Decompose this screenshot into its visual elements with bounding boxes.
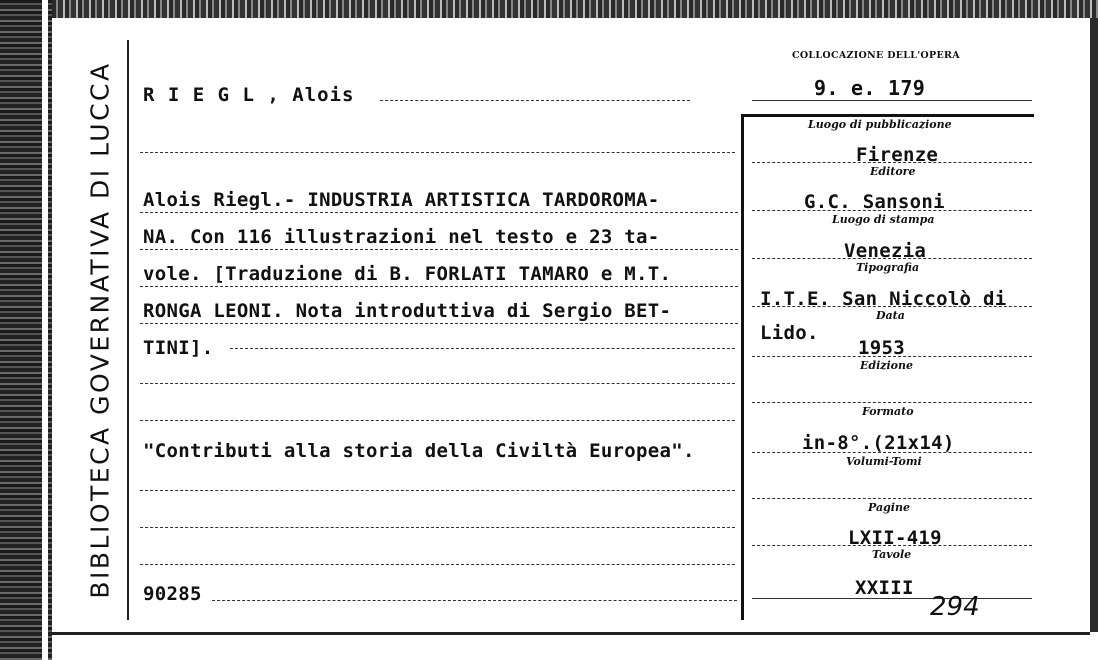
blank-rule-2 bbox=[140, 383, 735, 384]
library-stamp: BIBLIOTECA GOVERNATIVA DI LUCCA bbox=[85, 61, 115, 599]
blank-rule-3 bbox=[140, 420, 735, 421]
blank-rule-4 bbox=[140, 490, 735, 491]
field-rule-format bbox=[752, 452, 1032, 453]
field-rule-edition bbox=[752, 402, 1032, 403]
field-label-pages: Pagine bbox=[868, 501, 910, 514]
field-value-edition: 1953 bbox=[858, 337, 905, 359]
field-rule-volumes bbox=[752, 498, 1032, 499]
field-label-date: Data bbox=[876, 309, 905, 322]
desc-rule-4 bbox=[140, 323, 738, 324]
collocation-rule bbox=[752, 100, 1032, 101]
series-statement: "Contributi alla storia della Civiltà Europea". bbox=[143, 440, 695, 462]
field-value-plates: XXIII bbox=[855, 577, 914, 599]
field-rule-pages bbox=[752, 545, 1032, 546]
desc-rule-3 bbox=[140, 286, 738, 287]
field-label-edition: Edizione bbox=[860, 359, 914, 372]
margin-line bbox=[127, 40, 129, 620]
scan-gap bbox=[42, 0, 48, 660]
field-value-format: in-8°.(21x14) bbox=[802, 432, 955, 454]
field-rule-plates bbox=[752, 598, 1032, 599]
description-line-1: Alois Riegl.- INDUSTRIA ARTISTICA TARDOROMA- bbox=[143, 189, 660, 211]
field-label-print-place: Luogo di stampa bbox=[832, 213, 935, 226]
field-rule-place bbox=[752, 162, 1032, 163]
field-value-pages: LXII-419 bbox=[848, 527, 942, 549]
card-bottom-edge bbox=[52, 632, 1090, 635]
field-label-place: Luogo di pubblicazione bbox=[808, 118, 952, 131]
field-value-date: Lido. bbox=[760, 322, 819, 344]
field-value-print-place: Venezia bbox=[844, 240, 927, 262]
scan-bottom-margin bbox=[52, 632, 1098, 660]
collocation-label: COLLOCAZIONE DELL'OPERA bbox=[792, 50, 960, 61]
inventory-rule bbox=[212, 600, 737, 601]
handwritten-number: 294 bbox=[930, 592, 980, 622]
blank-rule-1 bbox=[140, 152, 735, 153]
description-line-4: RONGA LEONI. Nota introduttiva di Sergio BET- bbox=[143, 300, 672, 322]
field-rule-publisher bbox=[752, 210, 1032, 211]
author-rule bbox=[380, 100, 690, 101]
blank-rule-5 bbox=[140, 527, 735, 528]
desc-rule-5 bbox=[230, 348, 735, 349]
description-line-3: vole. [Traduzione di B. FORLATI TAMARO e M.T. bbox=[143, 263, 672, 285]
field-label-publisher: Editore bbox=[870, 165, 916, 178]
field-value-printer: I.T.E. San Niccolò di bbox=[760, 288, 1007, 310]
field-label-volumes: Volumi-Tomi bbox=[846, 455, 922, 468]
field-label-printer: Tipografia bbox=[856, 261, 920, 274]
scan-edge-top bbox=[52, 0, 1098, 18]
field-label-format: Formato bbox=[862, 405, 914, 418]
field-label-plates: Tavole bbox=[872, 548, 912, 561]
field-rule-print-place bbox=[752, 258, 1032, 259]
description-line-2: NA. Con 116 illustrazioni nel testo e 23 ta- bbox=[143, 226, 660, 248]
author-heading: R I E G L , Alois bbox=[143, 84, 355, 106]
scan-edge-right bbox=[1090, 18, 1098, 660]
inventory-number: 90285 bbox=[143, 583, 202, 605]
field-value-place: Firenze bbox=[856, 144, 939, 166]
column-divider bbox=[741, 114, 744, 620]
blank-rule-6 bbox=[140, 564, 735, 565]
description-line-5: TINI]. bbox=[143, 337, 214, 359]
field-rule-printer bbox=[752, 306, 1032, 307]
field-rule-date bbox=[752, 356, 1032, 357]
desc-rule-2 bbox=[140, 249, 738, 250]
field-value-publisher: G.C. Sansoni bbox=[804, 191, 945, 213]
desc-rule-1 bbox=[140, 212, 738, 213]
collocation-value: 9. e. 179 bbox=[814, 76, 926, 100]
right-column-top-rule bbox=[744, 114, 1034, 117]
